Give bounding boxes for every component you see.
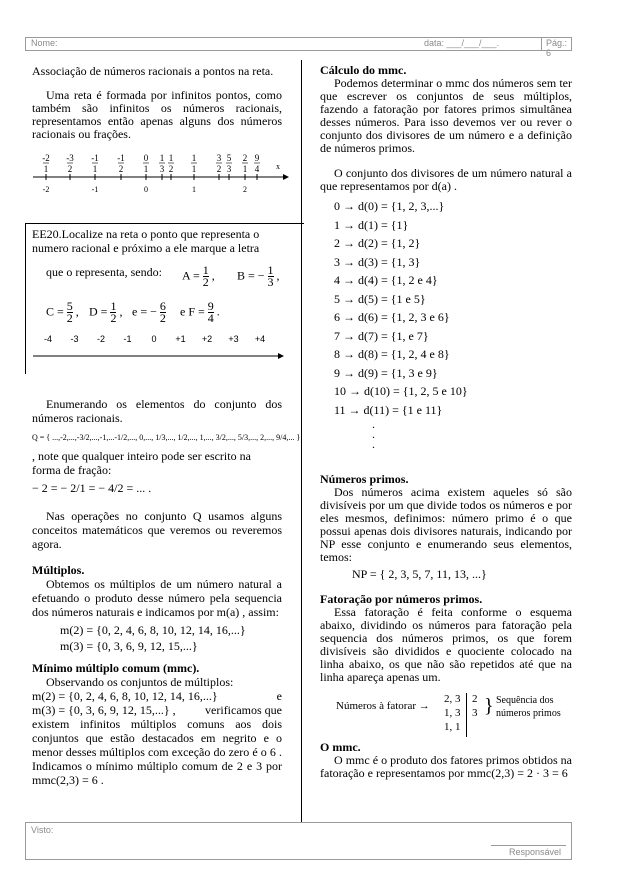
date-label: data: ___/___/___. [424,38,500,48]
primes-text: Dos números acima existem aqueles só são divisíveis por um que divide todos os números e por eles mesmos, definimos: número primo é o que possui apenas dois divisores naturais, indicando por NP esse conjunto e enumerando seus elementos, temos: [320,485,572,564]
number-line-exercise [28,332,288,362]
name-label: Nome: [31,38,58,48]
ommc-text: O mmc é o produto dos fatores primos obtidos na fatoração e representamos por mmc(2,3) = 2 · 3 = 6 [320,753,572,780]
fraction-denominator: 1 [92,164,98,174]
factor-row-2: 1, 3 [444,707,461,719]
integer-label: 2 [243,185,247,194]
divisor-row: 0 → d(0) = {1, 2, 3,...} [334,199,445,213]
fraction-numerator: 5 [226,153,232,163]
dot: . [372,427,375,441]
fraction-numerator: 9 [254,153,260,163]
header-bar [25,37,572,58]
note-equation: − 2 = − 2/1 = − 4/2 = ... . [32,481,152,495]
responsavel-label: Responsável [509,847,562,857]
integer-label: -2 [42,185,50,194]
fraction-denominator: 3 [159,164,165,174]
mmc-text: existem infinitos múltiplos comuns aos dois conjuntos que estão destacados em negrito e o menor desses múltiplos com exceção do zero é o 6 . Indicamos o mínimo múltiplo comum de 2 e 3 por mmc(2,3) = 6 . [32,717,282,787]
fraction-denominator: 4 [254,164,260,174]
ee20-line3: que o representa, sendo: [46,265,162,279]
tick-label: +1 [175,334,186,344]
point-d: D = $\frac{1}{2}$ , [89,299,123,325]
brace: } [484,695,494,717]
number-line-fractions [28,152,290,202]
fraction-numerator: 3 [216,153,222,163]
fraction-numerator: 2 [242,153,248,163]
factorization-text: Essa fatoração é feita conforme o esquema abaixo, dividindo os números para fatoração pela sequencia dos números primos, os que forem divisíveis são divididos e quociente colocado na linha abaixo, os que não são repetidos até que na linha apareça apenas um. [320,605,572,684]
tick-label: -4 [43,334,53,344]
factorization-scheme [336,693,576,739]
factor-label: Números à fatorar → [336,700,430,712]
factorization-title: Fatoração por números primos. [320,592,483,606]
m3-set: m(3) = {0, 3, 6, 9, 12, 15,...} [60,639,198,653]
fraction-numerator: -2 [42,153,50,163]
fraction-numerator: -3 [66,153,74,163]
page-label: Pág.: 6 [541,38,571,50]
divisor-row: 2 → d(2) = {1, 2} [334,236,421,250]
divisor-row: 1 → d(1) = {1} [334,217,409,232]
integer-label: 0 [144,185,148,194]
tick-label: 0 [151,334,157,344]
fraction-numerator: 1 [191,153,197,163]
visto-label: Visto: [31,825,54,835]
m2-set: m(2) = {0, 2, 4, 6, 8, 10, 12, 14, 16,...} [60,623,246,637]
factor-row-1: 2, 3 [444,693,461,705]
fraction-numerator: -1 [91,153,99,163]
divisor-row: 11 → d(11) = {1 e 11} [334,402,443,417]
ops-paragraph: Nas operações no conjunto Q usamos alguns conceitos matemáticos que veremos ou reveremos agora. [32,509,282,551]
enum-paragraph: Enumerando os elementos do conjunto dos números racionais. [32,397,282,425]
divisor-row: 9 → d(9) = {1, 3 e 9} [334,365,438,380]
tick-label: -3 [70,334,79,344]
np-set: NP = { 2, 3, 5, 7, 11, 13, ...} [352,567,487,581]
axis-x-label: x [276,162,280,171]
point-a: A = $\frac{1}{2}$ , [182,263,215,289]
mmc-m3: m(3) = {0, 3, 6, 9, 12, 15,...} , [32,703,176,717]
mmc-e: e [276,689,282,703]
divisor-row: 8 → d(8) = {1, 2, 4 e 8} [334,347,450,361]
divisor-row: 5 → d(5) = {1 e 5} [334,291,426,306]
fraction-denominator: 2 [118,164,124,174]
mmc-line1: Observando os conjuntos de múltiplos: [46,675,234,689]
mmc-verif: verificamos que [205,703,282,717]
ommc-section [320,741,572,780]
point-c: C = $\frac{5}{2}$ , [46,299,79,325]
left-column-lower [32,397,301,787]
ommc-title: O mmc. [320,740,361,754]
fraction-numerator: 1 [168,153,174,163]
multiples-text: Obtemos os múltiplos de um número natural a efetuando o produto desse número pela sequencia dos números naturais e indicamos por m(a) , assim: [32,577,282,619]
ee20-line1: EE20.Localize na reta o ponto que representa o [32,227,260,241]
intro-paragraph: Uma reta é formada por infinitos pontos, como também são infinitos os números racionais, representamos então apenas alguns dos números racionais ou frações. [32,88,282,141]
mmc-title: Mínimo múltiplo comum (mmc). [32,661,200,675]
primes-title: Números primos. [320,472,409,486]
signature-line [491,845,566,846]
fraction-denominator: 1 [143,164,149,174]
point-b: B = − $\frac{1}{3}$ , [237,263,280,289]
left-column [32,64,282,141]
dot: . [372,417,375,431]
fraction-denominator: 1 [242,164,248,174]
point-f: e F = $\frac{9}{4}$ . [180,299,220,325]
divisor-row: 10 → d(10) = {1, 2, 5 e 10} [334,384,468,398]
footer-box [25,822,572,860]
fraction-denominator: 3 [226,164,232,174]
dot: . [372,437,375,451]
column-divider [301,60,302,822]
divisors-list [320,197,572,419]
tick-label: +2 [201,334,213,344]
integer-label: 1 [192,185,196,194]
section-title-association: Associação de números racionais a pontos na reta. [32,64,274,78]
exercise-ee20 [32,227,284,323]
integer-label: -1 [91,185,99,194]
point-e: e = − $\frac{6}{2}$ [132,299,166,325]
fraction-numerator: 0 [143,153,149,163]
divisor-row: 6 → d(6) = {1, 2, 3 e 6} [334,310,450,324]
tick-label: +3 [228,334,239,344]
right-column [320,64,572,449]
seq-label-1: Sequência dos [496,695,554,706]
prime-2: 2 [472,693,478,705]
fraction-denominator: 1 [191,164,197,174]
tick-label: -2 [96,334,106,344]
fraction-denominator: 2 [216,164,222,174]
divisor-row: 7 → d(7) = {1, e 7} [334,328,429,343]
divisors-text: O conjunto dos divisores de um número natural a que representamos por d(a) . [320,166,572,193]
prime-3: 3 [472,707,478,719]
note-text: , note que qualquer inteiro pode ser escrito na forma de fração: [32,449,251,477]
fraction-numerator: -1 [117,153,125,163]
factor-row-3: 1, 1 [444,721,461,733]
tick-label: +4 [254,334,266,344]
continuation-dots [320,419,572,449]
fraction-denominator: 1 [43,164,49,174]
fraction-denominator: 2 [168,164,174,174]
ee20-line2: numero racional e próximo a ele marque a letra [32,241,260,255]
multiples-title: Múltiplos. [32,563,85,577]
divisor-row: 3 → d(3) = {1, 3} [334,254,421,269]
fraction-denominator: 2 [67,164,73,174]
calc-text: Podemos determinar o mmc dos números sem ter que escrever os conjuntos de seus múltiplos, fazendo a fatoração por fatores primos simultânea desses números. Para isso devemos ver ou rever o conjunto dos divisores de um número e a definição de números primos. [320,76,572,155]
divisor-row: 4 → d(4) = {1, 2 e 4} [334,273,438,287]
right-column-lower [320,473,572,684]
calc-title: Cálculo do mmc. [320,63,407,77]
tick-label: -1 [123,334,132,344]
seq-label-2: números primos [496,708,561,719]
q-set: Q = { ...,-2,...,-3/2,...,-1,...-1/2,..., 0,..., 1/3,..., 1/2,..., 1,..., 3/2,..., 5/3,..., 2,..., 9/4,... } [32,433,301,442]
fraction-numerator: 1 [159,153,165,163]
mmc-m2: m(2) = {0, 2, 4, 6, 8, 10, 12, 14, 16,...} [32,689,218,703]
